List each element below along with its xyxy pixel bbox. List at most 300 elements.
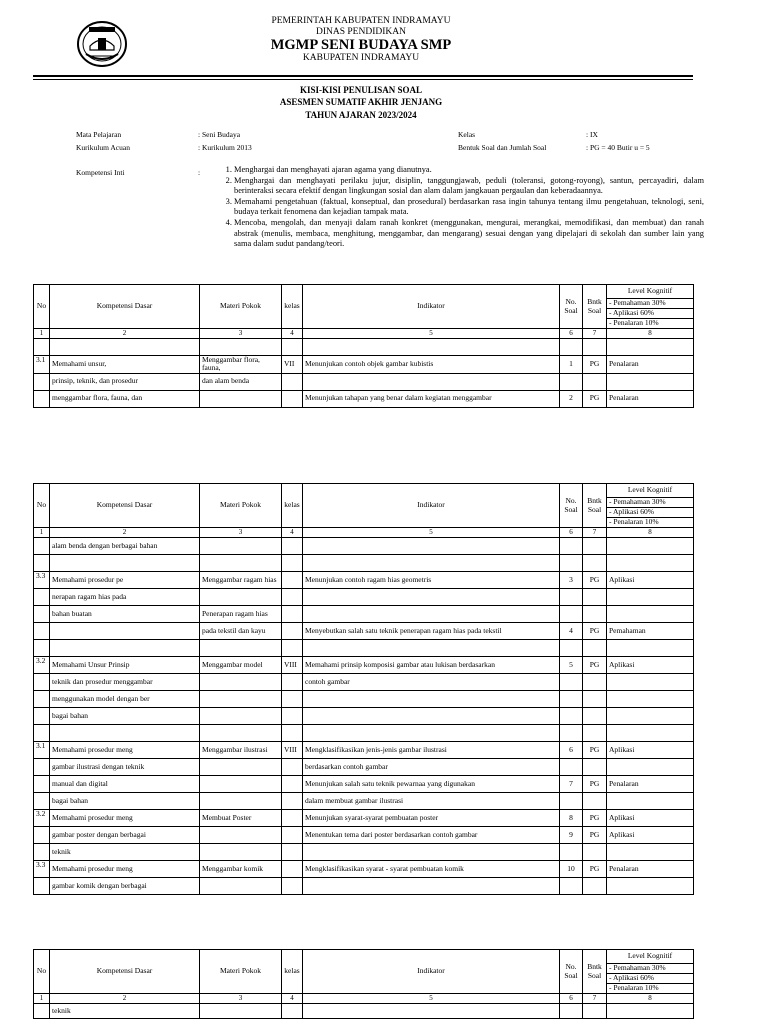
row-question-number: 3	[560, 572, 583, 589]
row-question-form: PG	[583, 776, 607, 793]
row-basic-competence: teknik	[50, 1004, 200, 1019]
row-kd-number: 3.1	[34, 356, 50, 374]
row-question-form: PG	[583, 827, 607, 844]
column-number-row	[34, 994, 694, 1004]
row-question-form: PG	[583, 657, 607, 674]
row-cognitive-level	[607, 759, 694, 776]
row-question-number: 4	[560, 623, 583, 640]
row-main-material	[200, 555, 282, 572]
row-question-number: 8	[560, 810, 583, 827]
row-question-form	[583, 691, 607, 708]
blueprint-table-2	[33, 483, 694, 895]
row-basic-competence: nerapan ragam hias pada	[50, 589, 200, 606]
row-question-number	[560, 555, 583, 572]
header-indicator: Indikator	[303, 950, 560, 994]
table-row	[34, 1004, 694, 1019]
row-main-material	[200, 1004, 282, 1019]
row-main-material	[200, 708, 282, 725]
subject-value: : Seni Budaya	[198, 130, 241, 139]
column-number: 6	[560, 994, 583, 1004]
header-class: kelas	[282, 950, 303, 994]
regency-emblem-logo	[76, 20, 128, 68]
row-kd-number	[34, 844, 50, 861]
row-basic-competence: manual dan digital	[50, 776, 200, 793]
row-cognitive-level	[607, 589, 694, 606]
row-basic-competence: Memahami prosedur pe	[50, 572, 200, 589]
row-main-material	[200, 674, 282, 691]
header-level-item: - Penalaran 10%	[607, 319, 694, 329]
row-basic-competence: Memahami unsur,	[50, 356, 200, 374]
row-basic-competence: Memahami prosedur meng	[50, 810, 200, 827]
row-basic-competence: menggambar flora, fauna, dan	[50, 390, 200, 407]
row-question-form	[583, 725, 607, 742]
row-indicator	[303, 708, 560, 725]
table-row	[34, 793, 694, 810]
table-row	[34, 606, 694, 623]
row-class	[282, 759, 303, 776]
row-basic-competence: menggunakan model dengan ber	[50, 691, 200, 708]
table-row	[34, 776, 694, 793]
row-basic-competence	[50, 640, 200, 657]
column-number: 3	[200, 528, 282, 538]
class-label: Kelas	[458, 130, 476, 139]
table-row	[34, 725, 694, 742]
column-number: 8	[607, 994, 694, 1004]
row-cognitive-level	[607, 538, 694, 555]
row-class	[282, 691, 303, 708]
row-basic-competence: prinsip, teknik, dan prosedur	[50, 373, 200, 390]
row-basic-competence: bahan buatan	[50, 606, 200, 623]
row-kd-number	[34, 373, 50, 390]
row-basic-competence: Memahami prosedur meng	[50, 861, 200, 878]
row-question-form	[583, 1004, 607, 1019]
row-kd-number	[34, 623, 50, 640]
row-cognitive-level: Penalaran	[607, 776, 694, 793]
row-kd-number: 3.3	[34, 572, 50, 589]
row-question-form: PG	[583, 572, 607, 589]
table-header-row	[34, 484, 694, 498]
table-header-row	[34, 285, 694, 299]
row-cognitive-level: Penalaran	[607, 356, 694, 374]
row-indicator	[303, 606, 560, 623]
row-basic-competence	[50, 623, 200, 640]
row-kd-number: 3.2	[34, 810, 50, 827]
row-question-number	[560, 640, 583, 657]
column-number: 4	[282, 528, 303, 538]
row-cognitive-level: Aplikasi	[607, 657, 694, 674]
row-indicator: Menunjukan contoh ragam hias geometris	[303, 572, 560, 589]
table-row	[34, 373, 694, 390]
row-indicator	[303, 725, 560, 742]
column-number: 5	[303, 329, 560, 339]
row-cognitive-level	[607, 674, 694, 691]
row-question-form: PG	[583, 390, 607, 407]
row-question-number	[560, 339, 583, 356]
row-class	[282, 793, 303, 810]
row-kd-number	[34, 390, 50, 407]
row-indicator	[303, 878, 560, 895]
curriculum-value: : Kurikulum 2013	[198, 143, 252, 152]
row-question-form	[583, 589, 607, 606]
column-number: 6	[560, 528, 583, 538]
subject-label: Mata Pelajaran	[76, 130, 122, 139]
row-question-form: PG	[583, 356, 607, 374]
column-number: 7	[583, 329, 607, 339]
column-number: 7	[583, 994, 607, 1004]
row-kd-number	[34, 589, 50, 606]
row-basic-competence: gambar poster dengan berbagai	[50, 827, 200, 844]
row-main-material	[200, 589, 282, 606]
row-cognitive-level: Aplikasi	[607, 827, 694, 844]
row-class	[282, 339, 303, 356]
row-question-number: 5	[560, 657, 583, 674]
row-cognitive-level	[607, 691, 694, 708]
row-indicator	[303, 538, 560, 555]
row-cognitive-level: Penalaran	[607, 390, 694, 407]
table-row	[34, 589, 694, 606]
table-row	[34, 708, 694, 725]
row-basic-competence	[50, 725, 200, 742]
header-cognitive-level: Level Kognitif	[607, 950, 694, 964]
header-level-item: - Pemahaman 30%	[607, 498, 694, 508]
core-competence-label: Kompetensi Inti	[76, 168, 125, 177]
row-indicator: Mengklasifikasikan syarat - syarat pembuatan komik	[303, 861, 560, 878]
header-cognitive-level: Level Kognitif	[607, 285, 694, 299]
row-indicator: contoh gambar	[303, 674, 560, 691]
row-cognitive-level: Aplikasi	[607, 810, 694, 827]
header-main-material: Materi Pokok	[200, 950, 282, 994]
row-question-form	[583, 555, 607, 572]
column-number: 8	[607, 329, 694, 339]
row-class	[282, 674, 303, 691]
table-row	[34, 827, 694, 844]
doc-title-line1: KISI-KISI PENULISAN SOAL	[299, 85, 423, 95]
table-header-row	[34, 950, 694, 964]
header-department: DINAS PENDIDIKAN	[316, 27, 406, 37]
question-form-value: : PG = 40 Butir u = 5	[586, 143, 650, 152]
row-indicator: Menunjukan contoh objek gambar kubistis	[303, 356, 560, 374]
row-class: VII	[282, 356, 303, 374]
row-basic-competence	[50, 339, 200, 356]
header-main-material: Materi Pokok	[200, 484, 282, 528]
row-basic-competence: bagai bahan	[50, 708, 200, 725]
row-indicator	[303, 640, 560, 657]
row-main-material: Penerapan ragam hias	[200, 606, 282, 623]
row-indicator: dalam membuat gambar ilustrasi	[303, 793, 560, 810]
header-level-item: - Aplikasi 60%	[607, 974, 694, 984]
table-row	[34, 572, 694, 589]
row-kd-number: 3.1	[34, 742, 50, 759]
row-kd-number	[34, 606, 50, 623]
column-number: 3	[200, 329, 282, 339]
row-question-form	[583, 674, 607, 691]
row-question-form	[583, 640, 607, 657]
header-basic-competence: Kompetensi Dasar	[50, 950, 200, 994]
row-question-number	[560, 725, 583, 742]
header-indicator: Indikator	[303, 285, 560, 329]
row-class	[282, 589, 303, 606]
row-basic-competence: Memahami prosedur meng	[50, 742, 200, 759]
row-kd-number: 3.2	[34, 657, 50, 674]
header-question-form: Bntk Soal	[583, 484, 607, 528]
row-kd-number	[34, 776, 50, 793]
table-row	[34, 861, 694, 878]
column-number: 2	[50, 329, 200, 339]
row-main-material	[200, 759, 282, 776]
row-basic-competence: alam benda dengan berbagai bahan	[50, 538, 200, 555]
row-indicator	[303, 339, 560, 356]
header-class: kelas	[282, 285, 303, 329]
row-question-form	[583, 339, 607, 356]
row-question-number	[560, 793, 583, 810]
column-number: 2	[50, 994, 200, 1004]
row-cognitive-level	[607, 640, 694, 657]
row-kd-number	[34, 759, 50, 776]
header-level-item: - Pemahaman 30%	[607, 964, 694, 974]
question-form-label: Bentuk Soal dan Jumlah Soal	[458, 143, 547, 152]
row-indicator: Memahami prinsip komposisi gambar atau lukisan berdasarkan	[303, 657, 560, 674]
row-question-form	[583, 606, 607, 623]
header-level-item: - Pemahaman 30%	[607, 299, 694, 309]
row-question-form: PG	[583, 742, 607, 759]
header-no: No	[34, 484, 50, 528]
column-number: 6	[560, 329, 583, 339]
row-kd-number	[34, 1004, 50, 1019]
header-question-number: No. Soal	[560, 285, 583, 329]
row-question-form	[583, 708, 607, 725]
row-question-number: 7	[560, 776, 583, 793]
row-question-number: 10	[560, 861, 583, 878]
table-row	[34, 657, 694, 674]
row-indicator: Mengklasifikasikan jenis-jenis gambar ilustrasi	[303, 742, 560, 759]
column-number: 7	[583, 528, 607, 538]
core-competence-item: 4. Mencoba, mengolah, dan menyaji dalam ranah konkret (menggunakan, mengurai, merangkai, memodifikasi, dan membuat) dan ranah abstrak (menulis, membaca, menghitung, menggambar, dan mengarang) sesuai dengan yang dipelajari di sekolah dan sumber lain yang sama dalam sudut pandang/teori.	[234, 218, 704, 250]
row-main-material	[200, 640, 282, 657]
header-question-number: No. Soal	[560, 484, 583, 528]
row-class	[282, 1004, 303, 1019]
row-cognitive-level: Aplikasi	[607, 742, 694, 759]
row-class	[282, 844, 303, 861]
table-row	[34, 555, 694, 572]
table-row	[34, 356, 694, 374]
row-question-form	[583, 373, 607, 390]
row-main-material: Menggambar komik	[200, 861, 282, 878]
row-class	[282, 623, 303, 640]
row-indicator	[303, 691, 560, 708]
row-indicator: Menunjukan tahapan yang benar dalam kegiatan menggambar	[303, 390, 560, 407]
row-class	[282, 810, 303, 827]
table-row	[34, 810, 694, 827]
row-main-material	[200, 878, 282, 895]
row-question-number	[560, 1004, 583, 1019]
row-class	[282, 861, 303, 878]
row-kd-number: 3.3	[34, 861, 50, 878]
row-kd-number	[34, 555, 50, 572]
header-no: No	[34, 285, 50, 329]
row-question-number	[560, 674, 583, 691]
row-question-number: 6	[560, 742, 583, 759]
header-level-item: - Penalaran 10%	[607, 518, 694, 528]
row-kd-number	[34, 708, 50, 725]
row-main-material	[200, 390, 282, 407]
row-indicator	[303, 373, 560, 390]
table-row	[34, 640, 694, 657]
row-indicator: Menyebutkan salah satu teknik penerapan ragam hias pada tekstil	[303, 623, 560, 640]
blueprint-table-3	[33, 949, 694, 1019]
header-level-item: - Aplikasi 60%	[607, 309, 694, 319]
header-question-number: No. Soal	[560, 950, 583, 994]
row-indicator	[303, 589, 560, 606]
row-cognitive-level	[607, 1004, 694, 1019]
header-level-item: - Aplikasi 60%	[607, 508, 694, 518]
core-competence-list	[218, 165, 704, 250]
table-row	[34, 390, 694, 407]
row-class	[282, 878, 303, 895]
row-question-number	[560, 878, 583, 895]
row-class	[282, 555, 303, 572]
row-cognitive-level	[607, 339, 694, 356]
row-kd-number	[34, 339, 50, 356]
row-question-number	[560, 606, 583, 623]
row-class	[282, 538, 303, 555]
column-number: 2	[50, 528, 200, 538]
row-class	[282, 708, 303, 725]
row-question-number	[560, 373, 583, 390]
header-cognitive-level: Level Kognitif	[607, 484, 694, 498]
row-cognitive-level	[607, 606, 694, 623]
row-question-form: PG	[583, 861, 607, 878]
row-basic-competence: teknik dan prosedur menggambar	[50, 674, 200, 691]
row-basic-competence: gambar ilustrasi dengan teknik	[50, 759, 200, 776]
row-cognitive-level: Pemahaman	[607, 623, 694, 640]
row-question-form: PG	[583, 810, 607, 827]
row-class	[282, 776, 303, 793]
row-class	[282, 827, 303, 844]
column-number-row	[34, 528, 694, 538]
row-class	[282, 640, 303, 657]
row-kd-number	[34, 878, 50, 895]
table-row	[34, 674, 694, 691]
row-basic-competence: Memahami Unsur Prinsip	[50, 657, 200, 674]
column-number-row	[34, 329, 694, 339]
header-no: No	[34, 950, 50, 994]
row-main-material	[200, 827, 282, 844]
row-main-material	[200, 844, 282, 861]
row-question-form	[583, 538, 607, 555]
column-number: 8	[607, 528, 694, 538]
column-number: 5	[303, 528, 560, 538]
curriculum-label: Kurikulum Acuan	[76, 143, 130, 152]
header-indicator: Indikator	[303, 484, 560, 528]
row-class	[282, 606, 303, 623]
row-question-number: 2	[560, 390, 583, 407]
column-number: 4	[282, 994, 303, 1004]
row-question-form	[583, 759, 607, 776]
core-competence-item: 3. Memahami pengetahuan (faktual, konseptual, dan prosedural) berdasarkan rasa ingin tahunya tentang ilmu pengetahuan, teknologi, seni, budaya terkait fenomena dan kejadian tampak mata.	[234, 197, 704, 218]
table-row	[34, 691, 694, 708]
row-main-material: Menggambar ragam hias	[200, 572, 282, 589]
row-cognitive-level	[607, 793, 694, 810]
row-kd-number	[34, 725, 50, 742]
row-question-number	[560, 691, 583, 708]
row-basic-competence: bagai bahan	[50, 793, 200, 810]
row-main-material: Membuat Poster	[200, 810, 282, 827]
row-class: VIII	[282, 657, 303, 674]
row-cognitive-level	[607, 844, 694, 861]
row-main-material	[200, 339, 282, 356]
row-class	[282, 390, 303, 407]
row-question-form	[583, 878, 607, 895]
row-question-form	[583, 844, 607, 861]
table-row	[34, 844, 694, 861]
row-kd-number	[34, 793, 50, 810]
row-class	[282, 572, 303, 589]
header-question-form: Bntk Soal	[583, 950, 607, 994]
header-region: KABUPATEN INDRAMAYU	[302, 53, 420, 63]
row-question-number	[560, 708, 583, 725]
core-competence-colon: :	[198, 168, 201, 177]
header-level-item: - Penalaran 10%	[607, 984, 694, 994]
row-question-number	[560, 844, 583, 861]
row-main-material	[200, 793, 282, 810]
class-value: : IX	[586, 130, 598, 139]
row-indicator	[303, 844, 560, 861]
row-basic-competence	[50, 555, 200, 572]
column-number: 1	[34, 329, 50, 339]
row-kd-number	[34, 640, 50, 657]
table-row	[34, 742, 694, 759]
column-number: 3	[200, 994, 282, 1004]
row-indicator	[303, 1004, 560, 1019]
row-kd-number	[34, 538, 50, 555]
row-cognitive-level	[607, 555, 694, 572]
row-class	[282, 373, 303, 390]
column-number: 1	[34, 528, 50, 538]
header-government: PEMERINTAH KABUPATEN INDRAMAYU	[271, 16, 451, 26]
row-question-form	[583, 793, 607, 810]
table-row	[34, 623, 694, 640]
row-indicator: Menunjukan salah satu teknik pewarnaa yang digunakan	[303, 776, 560, 793]
header-organization: MGMP SENI BUDAYA SMP	[270, 37, 452, 53]
row-class: VIII	[282, 742, 303, 759]
row-cognitive-level	[607, 878, 694, 895]
row-main-material: Menggambar model	[200, 657, 282, 674]
row-class	[282, 725, 303, 742]
column-number: 4	[282, 329, 303, 339]
header-main-material: Materi Pokok	[200, 285, 282, 329]
row-indicator: Menunjukan syarat-syarat pembuatan poster	[303, 810, 560, 827]
table-row	[34, 538, 694, 555]
table-row	[34, 339, 694, 356]
header-basic-competence: Kompetensi Dasar	[50, 285, 200, 329]
row-kd-number	[34, 674, 50, 691]
doc-title-line3: TAHUN AJARAN 2023/2024	[305, 110, 417, 120]
row-main-material: pada tekstil dan kayu	[200, 623, 282, 640]
row-main-material	[200, 538, 282, 555]
row-cognitive-level: Penalaran	[607, 861, 694, 878]
row-cognitive-level: Aplikasi	[607, 572, 694, 589]
blueprint-table-1	[33, 284, 694, 408]
row-question-number	[560, 589, 583, 606]
row-main-material	[200, 725, 282, 742]
row-indicator	[303, 555, 560, 572]
row-indicator: berdasarkan contoh gambar	[303, 759, 560, 776]
row-main-material	[200, 776, 282, 793]
row-main-material: dan alam benda	[200, 373, 282, 390]
row-question-number: 9	[560, 827, 583, 844]
row-cognitive-level	[607, 708, 694, 725]
row-question-number: 1	[560, 356, 583, 374]
